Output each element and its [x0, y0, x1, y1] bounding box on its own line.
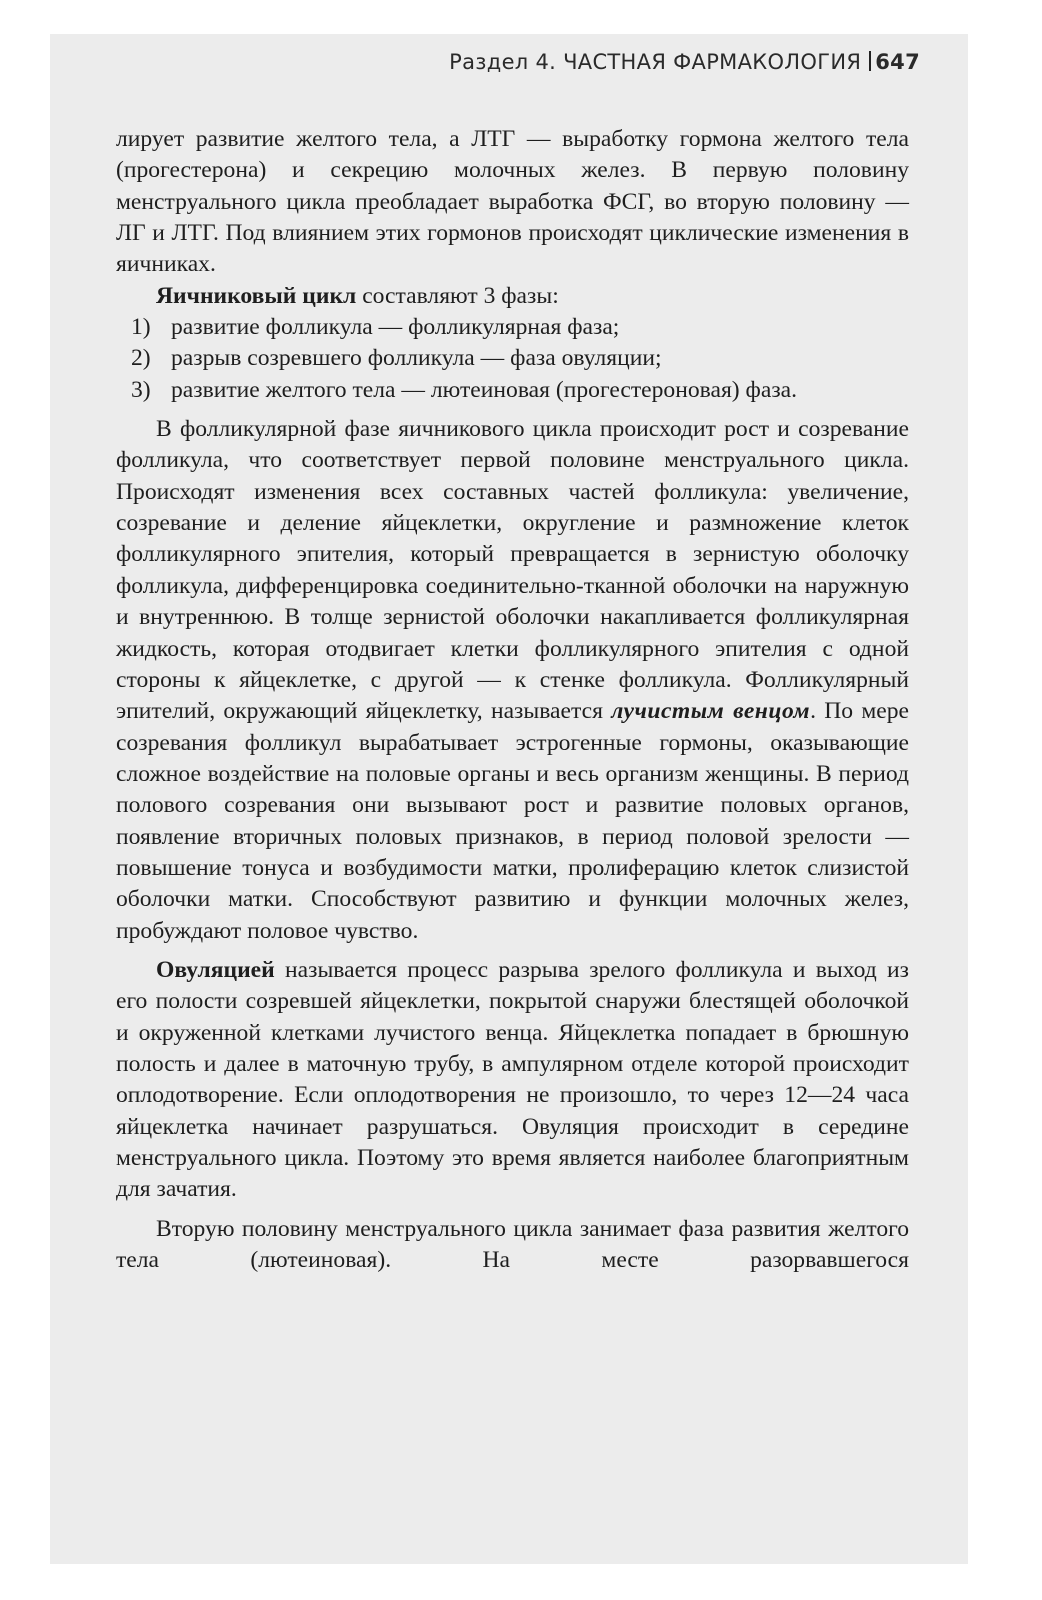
paragraph-text: В фолликулярной фазе яичникового цикла происходит рост и созревание фолликула, что соответствует первой половине менструального цикла. Происходят изменения всех составных частей фолликула: увеличение, созревание и деление яйцеклетки, округление и размножение клеток фолликулярного эпителия, который превращается в зернистую оболочку фолликула, дифференцировка соединительно-тканной оболочки на наружную и внутреннюю. В толще зернистой оболочки накапливается фолликулярная жидкость, которая отодвигает клетки фолликулярного эпителия с одной стороны к яйцеклетке, с другой — к стенке фолликула. Фолликулярный эпителий, окружающий яйцеклетку, называется [116, 416, 909, 725]
header-divider [869, 51, 871, 71]
list-text: развитие желтого тела — лютеиновая (прогестероновая) фаза. [171, 376, 798, 403]
list-number: 2) [131, 345, 151, 372]
paragraph-luteal-phase: Вторую половину менструального цикла занимает фаза развития желтого тела (лютеиновая). На месте разорвавшегося [116, 1215, 909, 1274]
list-text: разрыв созревшего фолликула — фаза овуляции; [171, 345, 662, 372]
paragraph-text: называется процесс разрыва зрелого фолликула и выход из его полости созревшей яйцеклетки, покрытой снаружи блестящей оболочкой и окруженной клетками лучистого венца. Яйцеклетка попадает в брюшную полость и далее в маточную трубу, в ампулярном отделе которой происходит оплодотворение. Если оплодотворения не произошло, то через 12—24 часа яйцеклетка начинает разрушаться. Овуляция происходит в середине менструального цикла. Поэтому это время является наиболее благоприятным для зачатия. [116, 956, 909, 1203]
list-item [116, 343, 909, 374]
paragraph-follicular-phase [116, 414, 909, 947]
term-ovulation: Овуляцией [156, 956, 275, 983]
section-title: Раздел 4. ЧАСТНАЯ ФАРМАКОЛОГИЯ [449, 50, 862, 74]
list-item [116, 375, 909, 406]
list-number: 3) [131, 376, 151, 403]
paragraph-text: . По мере созревания фолликул вырабатывает эстрогенные гормоны, оказывающие сложное воздействие на половые органы и весь организм женщины. В период полового созревания они вызывают рост и развитие половых органов, появление вторичных половых признаков, в период половой зрелости — повышение тонуса и возбудимости матки, пролиферацию клеток слизистой оболочки матки. Способствуют развитию и функции молочных желез, пробуждают половое чувство. [116, 698, 910, 944]
phase-list [116, 312, 909, 406]
list-text: развитие фолликула — фолликулярная фаза; [171, 314, 620, 341]
term-corona-radiata: лучистым венцом [611, 698, 811, 725]
paragraph-continuation: лирует развитие желтого тела, а ЛТГ — выработку гормона желтого тела (прогестерона) и секрецию молочных желез. В первую половину менструального цикла преобладает выработка ФСГ, во вторую половину — ЛГ и ЛТГ. Под влиянием этих гормонов происходят циклические изменения в яичниках. [116, 126, 909, 278]
paragraph-text: составляют 3 фазы: [356, 282, 559, 309]
page-body [116, 124, 909, 1276]
running-header [50, 50, 920, 74]
page-number: 647 [875, 50, 920, 74]
paragraph-ovarian-cycle [116, 281, 909, 312]
list-item [116, 312, 909, 343]
list-number: 1) [131, 314, 151, 341]
term-ovarian-cycle: Яичниковый цикл [156, 282, 357, 309]
paragraph-ovulation [116, 955, 909, 1206]
